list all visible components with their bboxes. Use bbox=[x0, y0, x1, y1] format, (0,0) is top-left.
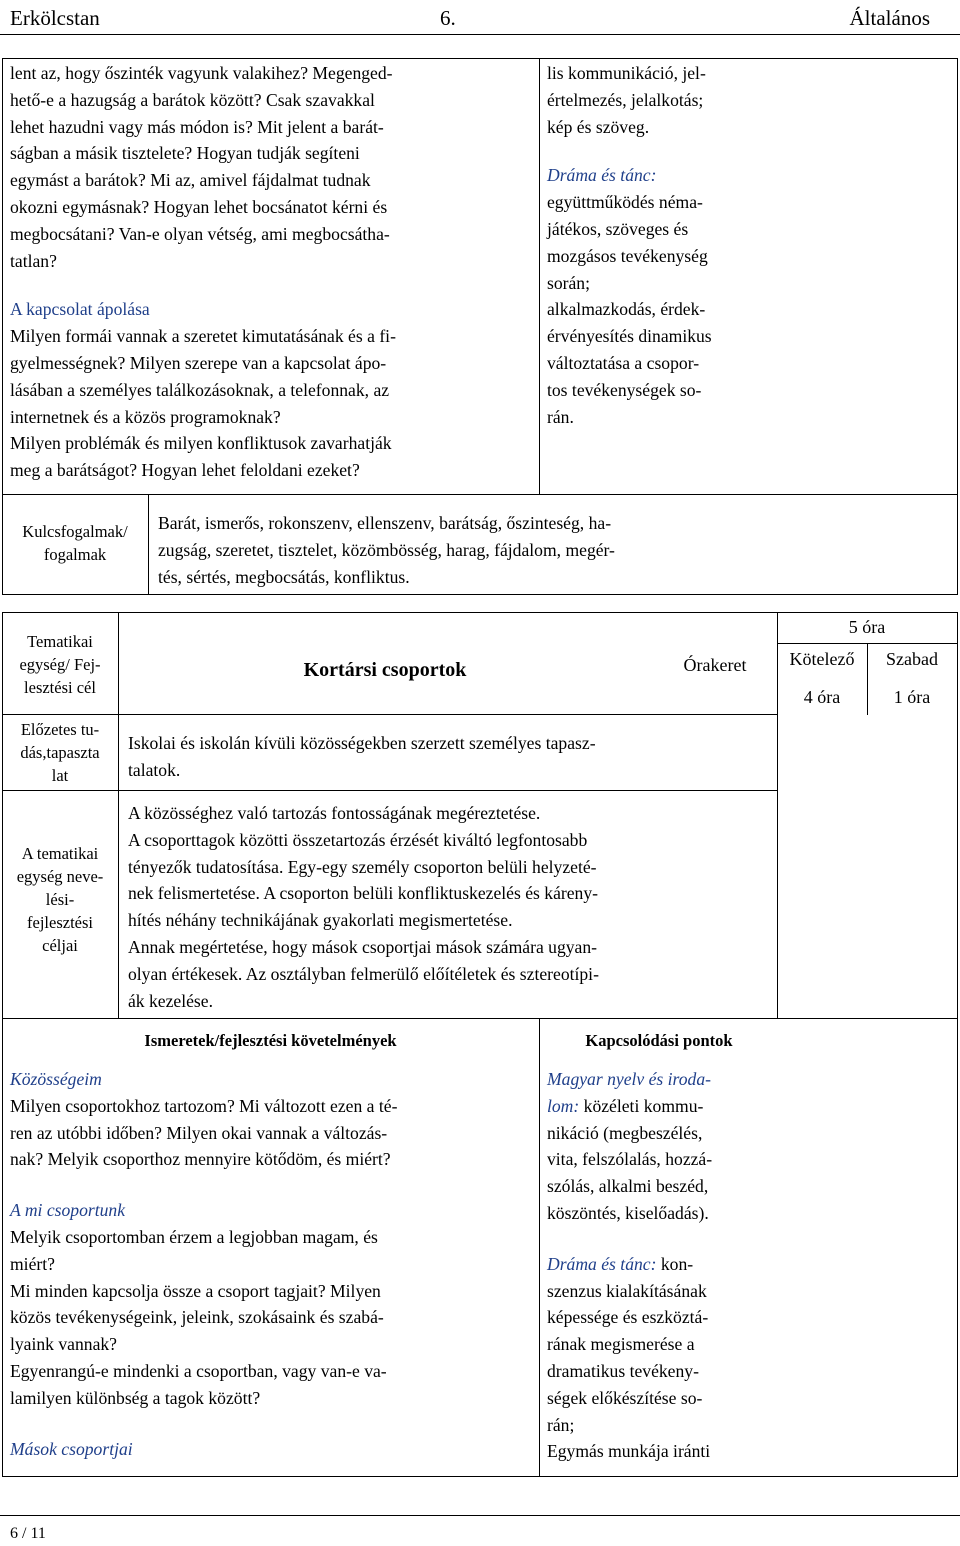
goals-label-line: A tematikai bbox=[21, 844, 99, 863]
subheading-masok-csoportjai: Mások csoportjai bbox=[10, 1438, 133, 1459]
text-line: ságban a másik tisztelete? Hogyan tudják segíteni bbox=[10, 143, 360, 164]
text-line: Milyen problémák és milyen konfliktusok zavarhatják bbox=[10, 433, 392, 454]
table1-label-divider bbox=[148, 494, 149, 595]
text-line: Mi minden kapcsolja össze a csoport tagjait? Milyen bbox=[10, 1280, 381, 1301]
subheading-drama-es-tanc: Dráma és tánc: bbox=[547, 165, 657, 186]
text-line: során; bbox=[547, 272, 590, 293]
text-line: Milyen formái vannak a szeretet kimutatásának és a fi- bbox=[10, 326, 396, 347]
text-line: Milyen csoportokhoz tartozom? Mi változott ezen a té- bbox=[10, 1095, 398, 1116]
text-line: ren az utóbbi időben? Milyen okai vannak a változás- bbox=[10, 1122, 388, 1143]
text-line: ák kezelése. bbox=[128, 990, 213, 1011]
text-line: lehet hazudni vagy más módon is? Mit jelent a barát- bbox=[10, 116, 384, 137]
text-line: A csoporttagok közötti összetartozás érzését kiváltó legfontosabb bbox=[128, 829, 588, 850]
key-concepts-label-line: fogalmak bbox=[43, 545, 107, 564]
prior-label-line: Előzetes tu- bbox=[20, 720, 100, 739]
text-line: képessége és eszköztá- bbox=[547, 1307, 709, 1328]
text-line: lis kommunikáció, jel- bbox=[547, 63, 706, 83]
subject-irodalom: lom: bbox=[547, 1095, 580, 1116]
table2-hours-divider bbox=[777, 612, 778, 1019]
text-line: lásában a személyes találkozásoknak, a telefonnak, az bbox=[10, 379, 390, 400]
text-line: rának megismerése a bbox=[547, 1334, 695, 1355]
section1-left-content bbox=[10, 60, 535, 484]
key-concepts-label-line: Kulcsfogalmak/ bbox=[22, 522, 128, 541]
text-fragment: kon- bbox=[656, 1253, 694, 1274]
text-line: lyaink vannak? bbox=[10, 1334, 117, 1355]
table2-top-border bbox=[2, 612, 958, 613]
text-line: internetnek és a közös programoknak? bbox=[10, 406, 281, 427]
text-line: rán; bbox=[547, 1414, 575, 1435]
footer-rule bbox=[0, 1515, 960, 1516]
text-line: Iskolai és iskolán kívüli közösségekben szerzett személyes tapasz- bbox=[128, 733, 596, 753]
text-line bbox=[547, 1251, 952, 1278]
page-number: 6 / 11 bbox=[10, 1525, 46, 1542]
header-level: Általános bbox=[849, 6, 930, 30]
table2-right-border bbox=[957, 612, 958, 1477]
unit-title: Kortársi csoportok bbox=[303, 659, 467, 681]
text-line: alkalmazkodás, érdek- bbox=[547, 299, 706, 320]
requirements-heading: Ismeretek/fejlesztési követelmények bbox=[144, 1031, 397, 1050]
text-line bbox=[547, 1093, 952, 1120]
subheading-kozossegeim: Közösségeim bbox=[10, 1069, 102, 1089]
prior-label-line: lat bbox=[51, 766, 69, 785]
table1-right-border bbox=[957, 58, 958, 595]
goals-content bbox=[128, 800, 773, 1014]
subject-drama-es-tanc: Dráma és tánc: bbox=[547, 1253, 657, 1274]
text-line: ségek előkészítése so- bbox=[547, 1387, 703, 1408]
text-line: Egyenrangú-e mindenki a csoportban, vagy van-e va- bbox=[10, 1360, 387, 1381]
text-line: tés, sértés, megbocsátás, konfliktus. bbox=[158, 566, 410, 587]
text-line: hítés néhány technikájának gyakorlati megismertetése. bbox=[128, 910, 513, 931]
free-hours: 1 óra bbox=[893, 687, 931, 707]
text-line: értelmezés, jelalkotás; bbox=[547, 89, 704, 110]
header-grade: 6. bbox=[440, 6, 456, 30]
goals-label-line: lési- bbox=[45, 890, 75, 909]
table1-mid-divider bbox=[539, 58, 540, 495]
hours-label: Órakeret bbox=[683, 655, 747, 675]
table2-content-divider bbox=[539, 1018, 540, 1477]
subject-magyar-nyelv: Magyar nyelv és iroda- bbox=[547, 1069, 711, 1089]
header-subject: Erkölcstan bbox=[10, 6, 100, 30]
connections-content bbox=[547, 1066, 952, 1465]
key-concepts-content bbox=[158, 510, 953, 590]
table1-bottom-border bbox=[2, 594, 958, 595]
text-line: Annak megértetése, hogy mások csoportjai mások számára ugyan- bbox=[128, 936, 598, 957]
text-line: Melyik csoportomban érzem a legjobban magam, és bbox=[10, 1226, 378, 1247]
text-line: A közösséghez való tartozás fontosságának megéreztetése. bbox=[128, 803, 541, 823]
text-line: miért? bbox=[10, 1253, 55, 1274]
text-line: tatlan? bbox=[10, 250, 57, 271]
text-line: változtatása a csopor- bbox=[547, 352, 700, 373]
text-line: Barát, ismerős, rokonszenv, ellenszenv, barátság, őszinteség, ha- bbox=[158, 513, 612, 533]
unit-label-line: lesztési cél bbox=[24, 678, 96, 697]
table1-left-border bbox=[2, 58, 3, 595]
connections-heading: Kapcsolódási pontok bbox=[585, 1031, 733, 1050]
text-line: zugság, szeretet, tisztelet, közömbösség, harag, fájdalom, megér- bbox=[158, 539, 615, 560]
text-line: Egymás munkája iránti bbox=[547, 1441, 711, 1462]
prior-label-line: dás,tapaszta bbox=[20, 743, 100, 762]
goals-label-line: céljai bbox=[42, 936, 78, 955]
text-line: meg a barátságot? Hogyan lehet feloldani ezeket? bbox=[10, 460, 360, 481]
table1-top-border bbox=[2, 58, 958, 59]
table1-row-border bbox=[2, 494, 958, 495]
text-line: gyelmességnek? Milyen szerepe van a kapcsolat ápo- bbox=[10, 352, 387, 373]
text-fragment: közéleti kommu- bbox=[579, 1095, 704, 1116]
subheading-kapcsolat-apolasa: A kapcsolat ápolása bbox=[10, 299, 150, 320]
hours-total: 5 óra bbox=[848, 617, 886, 637]
table2-goals-row-border bbox=[2, 1018, 958, 1019]
text-line: lamilyen különbség a tagok között? bbox=[10, 1387, 261, 1408]
requirements-content bbox=[10, 1066, 535, 1462]
text-line: együttműködés néma- bbox=[547, 192, 703, 213]
table2-bottom-border bbox=[2, 1476, 958, 1477]
text-line: közös tevékenységeink, jeleink, szokásaink és szabá- bbox=[10, 1307, 384, 1328]
prior-knowledge-label bbox=[2, 718, 118, 787]
goals-label-line: egység neve- bbox=[16, 867, 104, 886]
unit-label-line: Tematikai bbox=[27, 632, 93, 651]
prior-knowledge-content bbox=[128, 730, 773, 784]
text-line: tos tevékenységek so- bbox=[547, 379, 702, 400]
text-line: nek felismertetése. A csoporton belüli konfliktuskezelés és káreny- bbox=[128, 883, 599, 904]
text-line: okozni egymásnak? Hogyan lehet bocsánatot kérni és bbox=[10, 196, 388, 217]
text-line: nak? Melyik csoporthoz mennyire kötődöm, és miért? bbox=[10, 1149, 391, 1170]
mandatory-hours: 4 óra bbox=[803, 687, 841, 707]
text-line: egymást a barátok? Mi az, amivel fájdalmat tudnak bbox=[10, 170, 371, 191]
free-label: Szabad bbox=[886, 649, 938, 669]
unit-label bbox=[2, 630, 118, 699]
text-line: játékos, szöveges és bbox=[547, 218, 689, 239]
mandatory-label: Kötelező bbox=[789, 649, 855, 669]
text-line: mozgásos tevékenység bbox=[547, 245, 708, 266]
text-line: szólás, alkalmi beszéd, bbox=[547, 1176, 709, 1197]
text-line: hető-e a hazugság a barátok között? Csak szavakkal bbox=[10, 89, 375, 110]
text-line: megbocsátani? Van-e olyan vétség, ami megbocsátha- bbox=[10, 223, 390, 244]
text-line: nikáció (megbeszélés, bbox=[547, 1122, 703, 1143]
text-line: tényezők tudatosítása. Egy-egy személy csoporton belüli helyzeté- bbox=[128, 856, 597, 877]
text-line: talatok. bbox=[128, 759, 181, 780]
text-line: kép és szöveg. bbox=[547, 116, 650, 137]
text-line: dramatikus tevékeny- bbox=[547, 1360, 699, 1381]
subheading-a-mi-csoportunk: A mi csoportunk bbox=[10, 1200, 126, 1221]
goals-label-line: fejlesztési bbox=[27, 913, 93, 932]
text-line: rán. bbox=[547, 406, 574, 427]
text-line: vita, felszólalás, hozzá- bbox=[547, 1149, 713, 1170]
key-concepts-label bbox=[2, 520, 148, 566]
text-line: érvényesítés dinamikus bbox=[547, 326, 712, 347]
goals-label bbox=[2, 842, 118, 957]
text-line: olyan értékesek. Az osztályban felmerülő előítéletek és sztereotípi- bbox=[128, 963, 599, 984]
text-line: köszöntés, kiselőadás). bbox=[547, 1202, 709, 1223]
table2-label-divider bbox=[118, 612, 119, 1019]
header-rule bbox=[0, 34, 960, 35]
unit-label-line: egység/ Fej- bbox=[19, 655, 101, 674]
text-line: lent az, hogy őszinték vagyunk valakihez? Megenged- bbox=[10, 63, 393, 83]
text-line: szenzus kialakításának bbox=[547, 1280, 707, 1301]
section1-right-content bbox=[547, 60, 952, 430]
